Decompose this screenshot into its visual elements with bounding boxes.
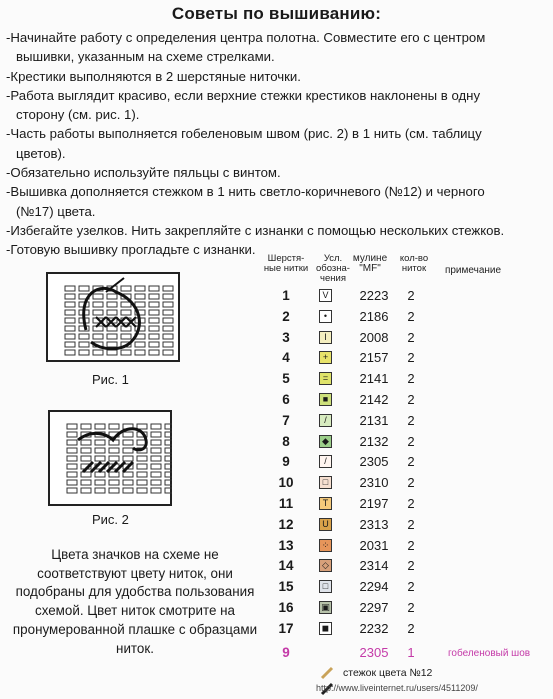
table-row: [272, 558, 552, 578]
row-count: 2: [407, 371, 415, 387]
row-number: 6: [282, 392, 290, 407]
color-note: Цвета значков на схеме не соответствуют цвету ниток, они подобраны для удобства пользования схемой. Цвет ниток смотрите на пронумерованной плашке с образцами ниток.: [12, 547, 258, 656]
row-code: 2186: [359, 308, 389, 324]
tip-line: вышивки, указанным на схеме стрелками.: [16, 49, 275, 65]
tip-line: сторону (см. рис. 1).: [16, 107, 140, 123]
table-row: [272, 454, 552, 474]
row-number: 16: [278, 600, 294, 615]
row-code: 2305: [359, 645, 389, 660]
figure-1-caption: Рис. 1: [92, 372, 129, 387]
row-symbol-icon: /: [319, 414, 332, 427]
row-symbol-icon: •: [319, 310, 332, 323]
row-number: 9: [282, 645, 290, 660]
table-row: [272, 434, 552, 454]
row-number: 17: [278, 620, 294, 636]
row-symbol-icon: ⁘: [319, 539, 332, 552]
row-code: 2294: [359, 579, 389, 595]
row-number: 9: [282, 454, 290, 470]
table-row: [272, 350, 552, 370]
watermark: http://www.liveinternet.ru/users/4511209/: [316, 683, 478, 693]
row-code: 2310: [359, 475, 389, 491]
tip-line: -Обязательно используйте пяльцы с винтом.: [6, 165, 281, 181]
row-count: 2: [407, 558, 415, 574]
row-symbol-icon: V: [319, 289, 332, 302]
row-number: 11: [278, 496, 294, 511]
row-number: 15: [278, 579, 294, 595]
tip-line: -Часть работы выполняется гобеленовым швом (рис. 2) в 1 нить (см. таблицу: [6, 126, 482, 142]
tips-list: [6, 28, 551, 260]
row-number: 7: [282, 412, 290, 428]
row-count: 2: [407, 620, 415, 636]
table-row: [272, 579, 552, 599]
figure-2-caption: Рис. 2: [92, 512, 129, 527]
tip-line: -Начинайте работу с определения центра полотна. Совместите его с центром: [6, 30, 486, 45]
row-number: 2: [282, 308, 290, 324]
tip-line: -Избегайте узелков. Нить закрепляйте с изнанки с помощью нескольких стежков.: [6, 222, 505, 238]
header-wool: Шерстя-ные нитки: [263, 253, 309, 274]
tip-line: -Крестики выполняются в 2 шерстяные ниточки.: [6, 68, 301, 84]
row-number: 5: [282, 371, 290, 387]
header-count: кол-во ниток: [399, 253, 429, 274]
row-number: 3: [282, 329, 290, 345]
row-count: 2: [407, 392, 415, 407]
row-count: 2: [407, 288, 415, 303]
row-code: 2223: [359, 288, 389, 303]
row-code: 2313: [359, 516, 389, 532]
row-symbol-icon: ◼: [319, 622, 332, 635]
row-count: 2: [407, 475, 415, 491]
page-title: Советы по вышиванию:: [171, 4, 382, 23]
row-symbol-icon: □: [319, 476, 332, 489]
row-code: 2157: [359, 350, 389, 366]
row-code: 2314: [359, 558, 389, 574]
row-count: 2: [407, 537, 415, 553]
table-row: [272, 517, 552, 537]
row-code: 2142: [359, 392, 389, 407]
row-symbol-icon: ◆: [319, 435, 332, 448]
row-symbol-icon: □: [319, 580, 332, 593]
table-row: [272, 600, 552, 620]
table-row: [272, 413, 552, 433]
row-count: 2: [407, 516, 415, 532]
row-count: 2: [407, 579, 415, 595]
row-symbol-icon: T: [319, 497, 332, 510]
row-number: 1: [282, 288, 290, 303]
row-code: 2132: [359, 433, 389, 449]
table-row: [272, 621, 552, 641]
table-row: [272, 392, 552, 412]
row-number: 13: [278, 537, 294, 553]
tip-line: (№17) цвета.: [16, 203, 96, 219]
row-number: 14: [278, 558, 294, 574]
row-symbol-icon: ■: [319, 393, 332, 406]
row-code: 2008: [359, 329, 389, 345]
header-mouline: мулине "MF": [352, 253, 388, 274]
table-row: [272, 371, 552, 391]
tip-line: -Готовую вышивку прогладьте с изнанки.: [6, 242, 256, 258]
row-code: 2131: [359, 412, 389, 428]
row-code: 2141: [359, 371, 389, 387]
row-count: 2: [407, 329, 415, 345]
figure-1: [46, 272, 180, 362]
row-symbol-icon: ◇: [319, 559, 332, 572]
row-count: 2: [407, 496, 415, 511]
row-number: 4: [282, 350, 290, 366]
header-remark: примечание: [444, 265, 502, 276]
row-number: 10: [278, 475, 294, 491]
row-number: 12: [278, 516, 294, 532]
table-row: [272, 330, 552, 350]
row-code: 2197: [359, 496, 389, 511]
row-count: 2: [407, 600, 415, 615]
tip-line: -Работа выглядит красиво, если верхние стежки крестиков наклонены в одну: [6, 87, 481, 103]
row-count: 2: [407, 412, 415, 428]
row-count: 1: [407, 645, 415, 660]
row-code: 2232: [359, 620, 389, 636]
row-code: 2031: [359, 537, 389, 553]
row-count: 2: [407, 350, 415, 366]
table-row: [272, 475, 552, 495]
row-symbol-icon: I: [319, 331, 332, 344]
row-symbol-icon: =: [319, 372, 332, 385]
row-code: 2297: [359, 600, 389, 615]
row-symbol-icon: /: [319, 455, 332, 468]
table-row: [272, 309, 552, 329]
row-code: 2305: [359, 454, 389, 470]
tapestry-row: [272, 645, 552, 665]
table-row: [272, 496, 552, 516]
legend-stitch-12: стежок цвета №12: [343, 667, 433, 679]
row-symbol-icon: ▣: [319, 601, 332, 614]
figure-2: [48, 410, 172, 506]
row-remark: гобеленовый шов: [448, 648, 531, 659]
row-count: 2: [407, 454, 415, 470]
table-row: [272, 538, 552, 558]
header-symbol: Усл. обозна-чения: [316, 253, 350, 284]
row-count: 2: [407, 433, 415, 449]
table-row: [272, 288, 552, 308]
row-symbol-icon: U: [319, 518, 332, 531]
row-number: 8: [282, 433, 290, 449]
tip-line: -Вышивка дополняется стежком в 1 нить светло-коричневого (№12) и черного: [6, 184, 485, 200]
row-symbol-icon: +: [319, 351, 332, 364]
tip-line: цветов).: [16, 145, 66, 161]
legend-stitch-12-icon: [320, 666, 334, 680]
row-count: 2: [407, 308, 415, 324]
